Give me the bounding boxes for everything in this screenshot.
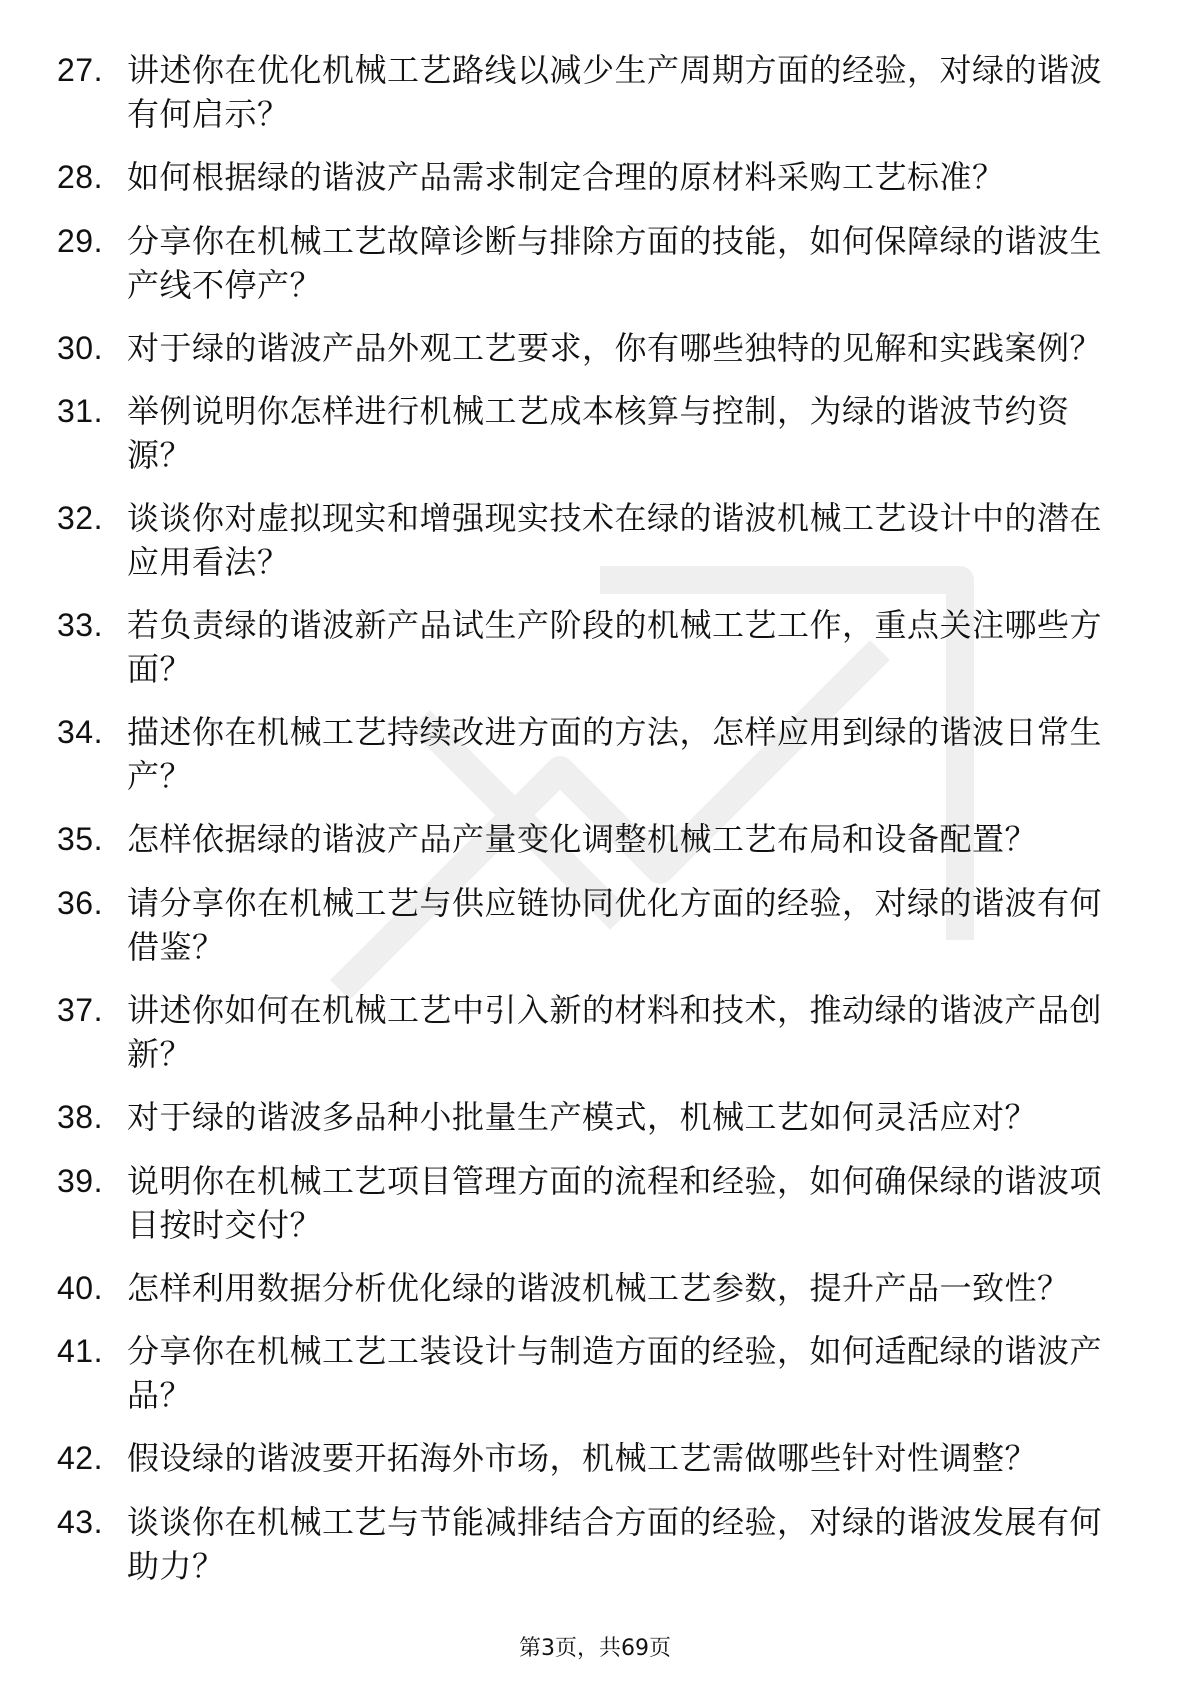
list-item — [0, 155, 1190, 199]
question-text: 如何根据绿的谐波产品需求制定合理的原材料采购工艺标准？ — [127, 158, 1005, 196]
question-text: 请分享你在机械工艺与供应链协同优化方面的经验，对绿的谐波有何借鉴？ — [127, 884, 1103, 966]
question-text: 对于绿的谐波产品外观工艺要求，你有哪些独特的见解和实践案例？ — [127, 329, 1103, 367]
list-item — [0, 389, 1190, 477]
list-item — [0, 48, 1190, 136]
list-item — [0, 881, 1190, 969]
list-item — [0, 1436, 1190, 1480]
list-item — [0, 988, 1190, 1076]
list-item — [0, 710, 1190, 798]
list-item — [0, 1266, 1190, 1310]
page-number-label: 第3页，共69页 — [519, 1636, 671, 1661]
question-text: 怎样利用数据分析优化绿的谐波机械工艺参数，提升产品一致性？ — [127, 1269, 1070, 1307]
list-item — [0, 817, 1190, 861]
question-text: 谈谈你在机械工艺与节能减排结合方面的经验，对绿的谐波发展有何助力？ — [127, 1503, 1103, 1585]
question-number: 37. — [57, 992, 103, 1028]
question-text: 说明你在机械工艺项目管理方面的流程和经验，如何确保绿的谐波项目按时交付？ — [127, 1162, 1103, 1244]
question-number: 35. — [57, 821, 103, 857]
list-item — [0, 1329, 1190, 1417]
question-text: 描述你在机械工艺持续改进方面的方法，怎样应用到绿的谐波日常生产？ — [127, 713, 1103, 795]
list-item — [0, 1159, 1190, 1247]
question-number: 41. — [57, 1333, 103, 1369]
question-text: 怎样依据绿的谐波产品产量变化调整机械工艺布局和设备配置？ — [127, 820, 1038, 858]
question-number: 40. — [57, 1270, 103, 1306]
question-text: 讲述你如何在机械工艺中引入新的材料和技术，推动绿的谐波产品创新？ — [127, 991, 1103, 1073]
question-text: 举例说明你怎样进行机械工艺成本核算与控制，为绿的谐波节约资源？ — [127, 392, 1070, 474]
question-text: 分享你在机械工艺工装设计与制造方面的经验，如何适配绿的谐波产品？ — [127, 1332, 1103, 1414]
question-text: 讲述你在优化机械工艺路线以减少生产周期方面的经验，对绿的谐波有何启示？ — [127, 51, 1103, 133]
question-text: 对于绿的谐波多品种小批量生产模式，机械工艺如何灵活应对？ — [127, 1098, 1038, 1136]
question-text: 若负责绿的谐波新产品试生产阶段的机械工艺工作，重点关注哪些方面？ — [127, 606, 1103, 688]
question-number: 42. — [57, 1440, 103, 1476]
question-number: 31. — [57, 393, 103, 429]
list-item — [0, 326, 1190, 370]
question-text: 假设绿的谐波要开拓海外市场，机械工艺需做哪些针对性调整？ — [127, 1439, 1038, 1477]
list-item — [0, 1095, 1190, 1139]
list-item — [0, 1500, 1190, 1588]
question-number: 38. — [57, 1099, 103, 1135]
question-number: 29. — [57, 223, 103, 259]
question-text: 谈谈你对虚拟现实和增强现实技术在绿的谐波机械工艺设计中的潜在应用看法？ — [127, 499, 1103, 581]
question-number: 27. — [57, 52, 103, 88]
list-item — [0, 219, 1190, 307]
question-number: 32. — [57, 500, 103, 536]
question-number: 39. — [57, 1163, 103, 1199]
question-number: 28. — [57, 159, 103, 195]
list-item — [0, 603, 1190, 691]
question-number: 30. — [57, 330, 103, 366]
question-text: 分享你在机械工艺故障诊断与排除方面的技能，如何保障绿的谐波生产线不停产？ — [127, 222, 1103, 304]
question-number: 43. — [57, 1504, 103, 1540]
list-item — [0, 496, 1190, 584]
question-number: 33. — [57, 607, 103, 643]
page-footer — [0, 1634, 1190, 1664]
question-list — [0, 48, 1190, 1607]
question-number: 34. — [57, 714, 103, 750]
question-number: 36. — [57, 885, 103, 921]
